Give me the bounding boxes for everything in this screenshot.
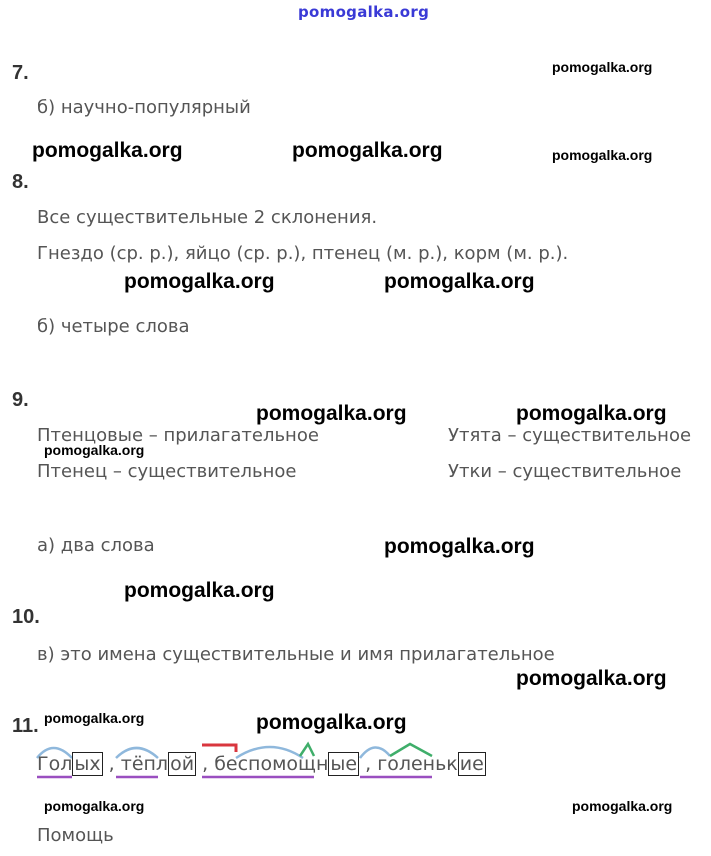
question-7-answer: б) научно-популярный: [37, 97, 251, 118]
question-10-number: 10.: [12, 606, 40, 628]
question-8-number: 8.: [12, 171, 29, 193]
question-10-answer: в) это имена существительные и имя прилагательное: [37, 644, 555, 665]
question-8-line-2: Гнездо (ср. р.), яйцо (ср. р.), птенец (м. р.), корм (м. р.).: [37, 243, 569, 264]
watermark: pomogalka.org: [256, 711, 407, 734]
comma: ,: [202, 753, 209, 775]
watermark: pomogalka.org: [516, 402, 667, 425]
watermark: pomogalka.org: [516, 667, 667, 690]
comma: ,: [365, 753, 372, 775]
word-stem: Гол: [37, 753, 73, 775]
question-9-answer: а) два слова: [37, 535, 155, 556]
word-ending: ой: [170, 753, 195, 775]
morpheme-words: [37, 752, 486, 776]
watermark: pomogalka.org: [292, 139, 443, 162]
word-3: [214, 752, 359, 776]
word-4: [377, 752, 486, 776]
word-stem: тёпл: [120, 753, 169, 775]
question-9-number: 9.: [12, 389, 29, 411]
word-1: [37, 752, 103, 776]
word-2: [121, 752, 196, 776]
watermark: pomogalka.org: [384, 535, 535, 558]
word-ending: ые: [330, 753, 358, 775]
word-stem: голеньк: [377, 753, 458, 775]
watermark: pomogalka.org: [384, 270, 535, 293]
watermark: pomogalka.org: [44, 442, 145, 458]
word-ending: ых: [74, 753, 101, 775]
watermark: pomogalka.org: [44, 798, 145, 814]
watermark: pomogalka.org: [44, 710, 145, 726]
watermark: pomogalka.org: [124, 270, 275, 293]
question-9-left-2: Птенец – существительное: [37, 461, 297, 482]
prefix-mark: [202, 745, 236, 752]
question-11-answer: Помощь: [37, 825, 114, 846]
question-9-left-1: Птенцовые – прилагательное: [37, 425, 319, 446]
question-7-number: 7.: [12, 62, 29, 84]
question-11-number: 11.: [12, 715, 39, 737]
question-8-answer: б) четыре слова: [37, 316, 190, 337]
watermark: pomogalka.org: [572, 798, 673, 814]
question-8-line-1: Все существительные 2 склонения.: [37, 207, 378, 228]
watermark: pomogalka.org: [124, 579, 275, 602]
word-ending: ие: [459, 753, 484, 775]
watermark: pomogalka.org: [552, 147, 653, 163]
question-9-right-2: Утки – существительное: [448, 461, 682, 482]
question-9-right-1: Утята – существительное: [448, 425, 692, 446]
comma: ,: [108, 753, 115, 775]
watermark: pomogalka.org: [32, 139, 183, 162]
header-watermark: pomogalka.org: [298, 3, 430, 21]
word-stem: беспомощн: [214, 753, 329, 775]
watermark: pomogalka.org: [256, 402, 407, 425]
watermark: pomogalka.org: [552, 59, 653, 75]
